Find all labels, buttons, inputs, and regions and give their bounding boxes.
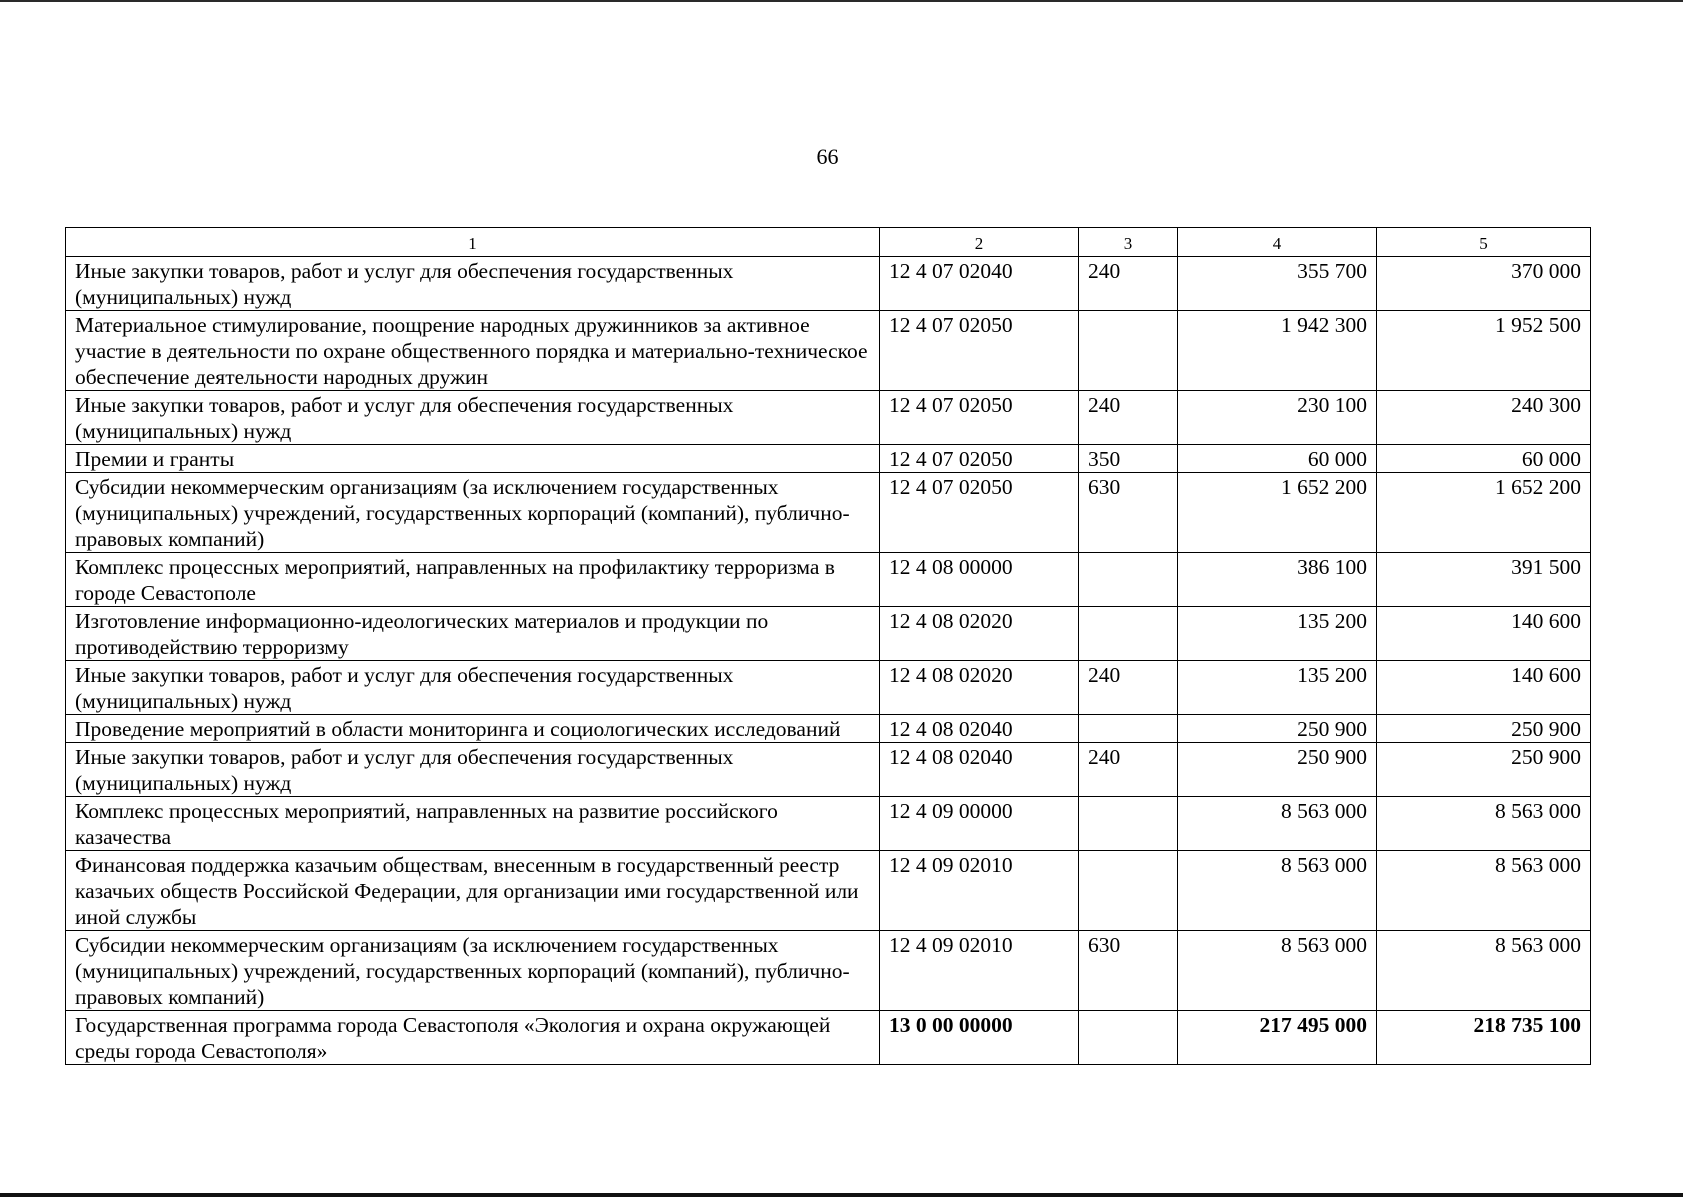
row-name-cell: Субсидии некоммерческим организациям (за исключением государственных (муниципальных) учреждений, государственных корпораций (компаний), публично-правовых компаний) [66,473,880,553]
row-value-5-cell: 60 000 [1377,445,1591,473]
row-code-cell: 12 4 09 02010 [880,931,1079,1011]
row-value-5-cell: 218 735 100 [1377,1011,1591,1065]
row-name-cell: Комплекс процессных мероприятий, направленных на развитие российского казачества [66,797,880,851]
row-value-5-cell: 250 900 [1377,743,1591,797]
row-code-cell: 12 4 08 00000 [880,553,1079,607]
row-code-cell: 12 4 09 00000 [880,797,1079,851]
row-type-cell: 240 [1079,257,1178,311]
row-name-cell: Изготовление информационно-идеологических материалов и продукции по противодействию терроризму [66,607,880,661]
row-name-cell: Иные закупки товаров, работ и услуг для обеспечения государственных (муниципальных) нужд [66,391,880,445]
row-value-4-cell: 386 100 [1178,553,1377,607]
row-value-5-cell: 140 600 [1377,607,1591,661]
table-row [66,391,1591,445]
row-value-5-cell: 8 563 000 [1377,851,1591,931]
table-row [66,715,1591,743]
scan-edge-top [0,0,1683,2]
table-row [66,311,1591,391]
row-value-5-cell: 1 952 500 [1377,311,1591,391]
table-row [66,473,1591,553]
row-code-cell: 12 4 08 02040 [880,743,1079,797]
row-code-cell: 12 4 08 02040 [880,715,1079,743]
row-value-5-cell: 240 300 [1377,391,1591,445]
row-code-cell: 13 0 00 00000 [880,1011,1079,1065]
row-name-cell: Иные закупки товаров, работ и услуг для обеспечения государственных (муниципальных) нужд [66,661,880,715]
row-value-4-cell: 355 700 [1178,257,1377,311]
row-type-cell [1079,553,1178,607]
table-row [66,931,1591,1011]
row-code-cell: 12 4 07 02050 [880,391,1079,445]
row-type-cell [1079,311,1178,391]
row-value-5-cell: 391 500 [1377,553,1591,607]
row-type-cell [1079,1011,1178,1065]
row-type-cell: 240 [1079,391,1178,445]
row-value-4-cell: 1 942 300 [1178,311,1377,391]
row-type-cell: 630 [1079,931,1178,1011]
row-value-4-cell: 8 563 000 [1178,851,1377,931]
table-body [66,257,1591,1065]
row-code-cell: 12 4 07 02040 [880,257,1079,311]
row-value-4-cell: 1 652 200 [1178,473,1377,553]
row-code-cell: 12 4 08 02020 [880,661,1079,715]
column-header-2: 2 [880,228,1079,257]
row-code-cell: 12 4 09 02010 [880,851,1079,931]
budget-table [65,227,1591,1065]
table-row [66,797,1591,851]
row-value-4-cell: 250 900 [1178,715,1377,743]
row-value-4-cell: 230 100 [1178,391,1377,445]
row-value-5-cell: 370 000 [1377,257,1591,311]
table-row [66,661,1591,715]
row-name-cell: Государственная программа города Севастополя «Экология и охрана окружающей среды города Севастополя» [66,1011,880,1065]
column-header-5: 5 [1377,228,1591,257]
row-name-cell: Комплекс процессных мероприятий, направленных на профилактику терроризма в городе Севастополе [66,553,880,607]
row-value-4-cell: 250 900 [1178,743,1377,797]
row-name-cell: Иные закупки товаров, работ и услуг для обеспечения государственных (муниципальных) нужд [66,743,880,797]
row-value-5-cell: 1 652 200 [1377,473,1591,553]
row-code-cell: 12 4 07 02050 [880,473,1079,553]
page-number: 66 [816,144,839,169]
row-type-cell: 240 [1079,661,1178,715]
row-code-cell: 12 4 07 02050 [880,445,1079,473]
row-value-5-cell: 8 563 000 [1377,797,1591,851]
table-row [66,1011,1591,1065]
row-name-cell: Финансовая поддержка казачьим обществам, внесенным в государственный реестр казачьих обществ Российской Федерации, для организации ими государственной или иной службы [66,851,880,931]
row-name-cell: Премии и гранты [66,445,880,473]
row-value-4-cell: 8 563 000 [1178,797,1377,851]
table-row [66,553,1591,607]
column-header-1: 1 [66,228,880,257]
table-row [66,743,1591,797]
table-header-row [66,228,1591,257]
row-name-cell: Субсидии некоммерческим организациям (за исключением государственных (муниципальных) учреждений, государственных корпораций (компаний), публично-правовых компаний) [66,931,880,1011]
table-row [66,607,1591,661]
row-name-cell: Материальное стимулирование, поощрение народных дружинников за активное участие в деятельности по охране общественного порядка и материально-техническое обеспечение деятельности народных дружин [66,311,880,391]
row-name-cell: Иные закупки товаров, работ и услуг для обеспечения государственных (муниципальных) нужд [66,257,880,311]
table-row [66,851,1591,931]
row-value-4-cell: 60 000 [1178,445,1377,473]
row-value-5-cell: 250 900 [1377,715,1591,743]
row-value-4-cell: 135 200 [1178,607,1377,661]
row-value-5-cell: 8 563 000 [1377,931,1591,1011]
column-header-3: 3 [1079,228,1178,257]
row-code-cell: 12 4 08 02020 [880,607,1079,661]
row-value-4-cell: 8 563 000 [1178,931,1377,1011]
table-row [66,257,1591,311]
row-type-cell [1079,797,1178,851]
row-value-4-cell: 135 200 [1178,661,1377,715]
scan-edge-bottom [0,1193,1683,1197]
column-header-4: 4 [1178,228,1377,257]
table-row [66,445,1591,473]
row-type-cell [1079,607,1178,661]
row-type-cell [1079,851,1178,931]
row-type-cell: 350 [1079,445,1178,473]
row-code-cell: 12 4 07 02050 [880,311,1079,391]
row-type-cell: 240 [1079,743,1178,797]
row-name-cell: Проведение мероприятий в области мониторинга и социологических исследований [66,715,880,743]
row-value-4-cell: 217 495 000 [1178,1011,1377,1065]
row-type-cell: 630 [1079,473,1178,553]
row-type-cell [1079,715,1178,743]
row-value-5-cell: 140 600 [1377,661,1591,715]
